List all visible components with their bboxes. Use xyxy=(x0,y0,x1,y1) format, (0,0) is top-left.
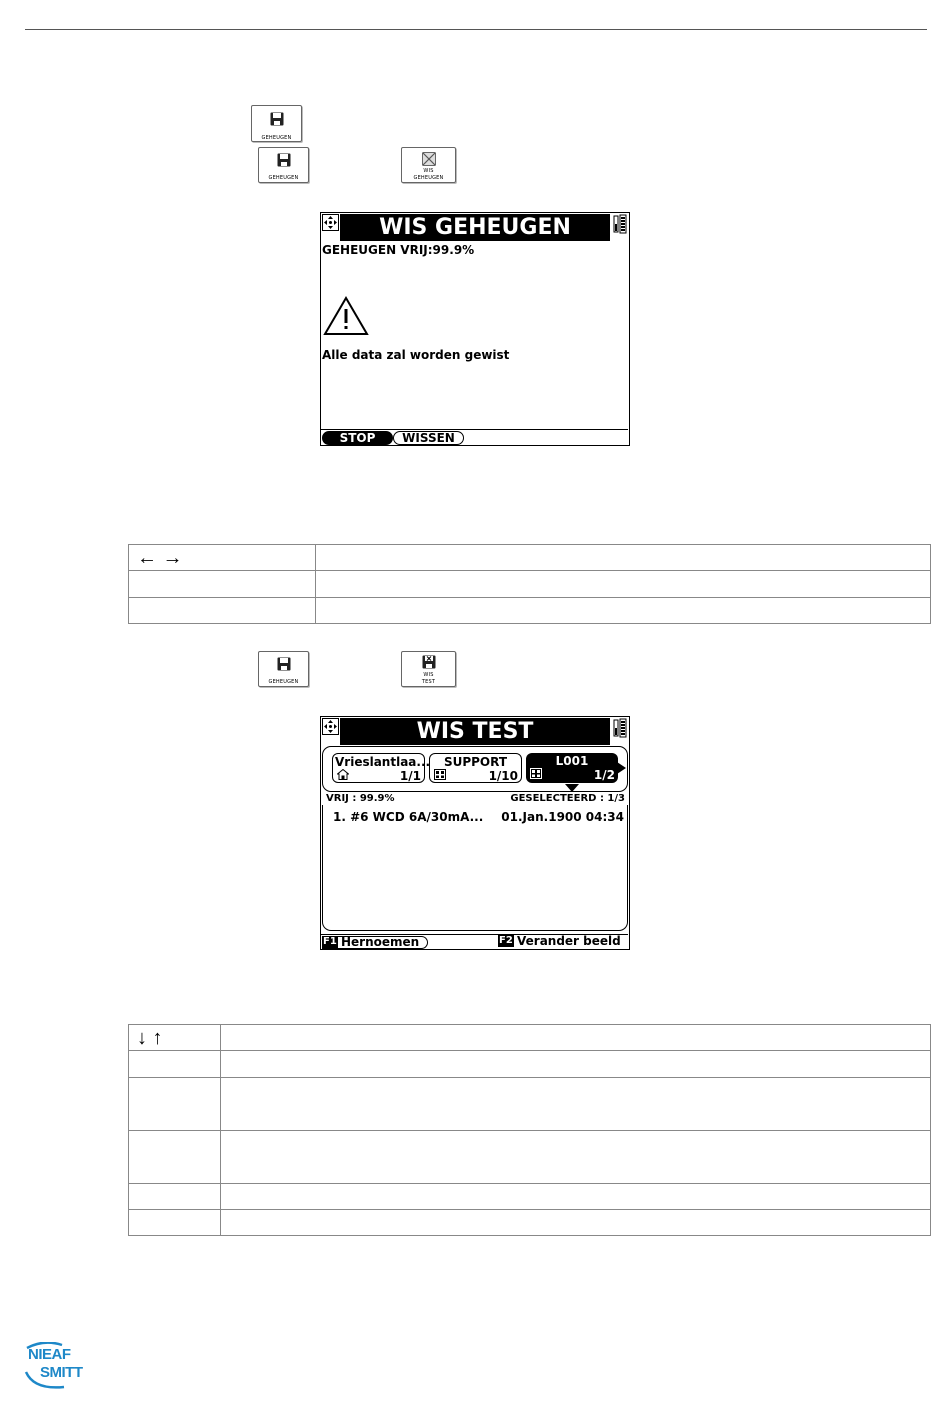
battery-icon xyxy=(613,214,627,235)
table-cell xyxy=(129,1210,221,1236)
logo-line1: NIEAF xyxy=(28,1346,71,1363)
table-row xyxy=(129,1184,931,1210)
floppy-delete-icon xyxy=(422,655,436,669)
verander-beeld-label: Verander beeld xyxy=(517,934,621,948)
geheugen-key-icon xyxy=(258,651,309,687)
free-text: VRIJ : 99.9% xyxy=(326,793,395,804)
hernoemen-label: Hernoemen xyxy=(341,935,420,949)
table-row xyxy=(129,1131,931,1184)
geheugen-key-label: GEHEUGEN xyxy=(261,135,292,141)
wis-test-key-icon xyxy=(401,651,456,687)
list-item-date: 01.Jan.1900 04:34 xyxy=(501,810,624,824)
arrow-right-icon[interactable] xyxy=(617,762,627,774)
table-row xyxy=(129,1210,931,1236)
wis-geheugen-key-icon xyxy=(401,147,456,183)
wissen-button[interactable]: WISSEN xyxy=(393,431,464,445)
floppy-crossed-icon xyxy=(422,152,436,166)
house-icon xyxy=(337,769,349,780)
navigation-icon xyxy=(322,214,339,231)
navigation-icon xyxy=(322,718,339,735)
geheugen-key-label: GEHEUGEN xyxy=(268,679,299,685)
table-cell xyxy=(129,1051,221,1078)
tab-support[interactable] xyxy=(429,753,522,783)
geheugen-key-icon xyxy=(258,147,309,183)
table-row xyxy=(129,598,931,624)
screen-title: WIS TEST xyxy=(340,718,610,745)
list-item-name[interactable]: 1. #6 WCD 6A/30mA... xyxy=(333,810,484,824)
key-table-2 xyxy=(128,1024,931,1236)
hernoemen-button[interactable] xyxy=(322,936,428,949)
table-row xyxy=(129,1078,931,1131)
wis-key-label: WIS xyxy=(423,168,434,174)
warning-text: Alle data zal worden gewist xyxy=(322,348,510,362)
distribution-board-icon xyxy=(434,769,446,780)
wis-key-label: WIS xyxy=(423,672,434,678)
test-list xyxy=(322,805,628,931)
battery-icon xyxy=(613,718,627,739)
selected-text: GESELECTEERD : 1/3 xyxy=(510,793,625,804)
table-row xyxy=(129,571,931,598)
floppy-icon xyxy=(277,657,291,671)
table-cell xyxy=(221,1025,931,1051)
tab-count: 1/2 xyxy=(593,768,615,782)
floppy-icon xyxy=(270,112,284,126)
f2-key-icon: F2 xyxy=(499,935,513,946)
arrow-down-up-icon: ↓ ↑ xyxy=(129,1025,221,1051)
table-cell xyxy=(129,571,316,598)
table-cell xyxy=(221,1051,931,1078)
warning-icon xyxy=(323,296,369,341)
floppy-icon xyxy=(277,153,291,167)
key-table-1 xyxy=(128,544,931,624)
tab-object[interactable] xyxy=(332,753,431,783)
table-cell xyxy=(221,1078,931,1131)
table-cell xyxy=(316,545,931,571)
screen-footer-divider xyxy=(321,429,628,430)
tab-count: 1/10 xyxy=(488,769,518,783)
geheugen-key-label: GEHEUGEN xyxy=(413,175,444,181)
table-row xyxy=(129,1025,931,1051)
table-row xyxy=(129,545,931,571)
geheugen-key-icon xyxy=(251,105,302,142)
table-cell xyxy=(129,1078,221,1131)
wis-geheugen-screen xyxy=(320,212,630,446)
screen-title: WIS GEHEUGEN xyxy=(340,214,610,241)
table-cell xyxy=(129,1131,221,1184)
distribution-board-icon xyxy=(530,768,542,779)
table-cell xyxy=(316,598,931,624)
table-cell xyxy=(221,1131,931,1184)
table-cell xyxy=(221,1184,931,1210)
f1-key-icon: F1 xyxy=(323,936,337,947)
geheugen-key-label: GEHEUGEN xyxy=(268,175,299,181)
arrow-left-right-icon: ← → xyxy=(129,545,316,571)
table-cell xyxy=(221,1210,931,1236)
table-row xyxy=(129,1051,931,1078)
test-key-label: TEST xyxy=(421,679,436,685)
tab-name: L001 xyxy=(555,754,589,768)
free-memory-text: GEHEUGEN VRIJ:99.9% xyxy=(322,243,475,257)
table-cell xyxy=(316,571,931,598)
stop-button[interactable]: STOP xyxy=(322,431,393,445)
table-cell xyxy=(129,1184,221,1210)
logo-line2: SMITT xyxy=(40,1364,83,1381)
tab-name: SUPPORT xyxy=(443,755,508,769)
table-cell xyxy=(129,598,316,624)
tab-name: Vrieslantlaa... xyxy=(335,755,431,769)
nieaf-smitt-logo xyxy=(24,1342,104,1390)
tab-l001[interactable] xyxy=(526,753,618,783)
verander-beeld-button[interactable] xyxy=(498,936,628,949)
selection-marker-icon xyxy=(565,784,579,792)
header-rule xyxy=(25,29,927,30)
tab-count: 1/1 xyxy=(399,769,421,783)
wis-test-screen xyxy=(320,716,630,950)
